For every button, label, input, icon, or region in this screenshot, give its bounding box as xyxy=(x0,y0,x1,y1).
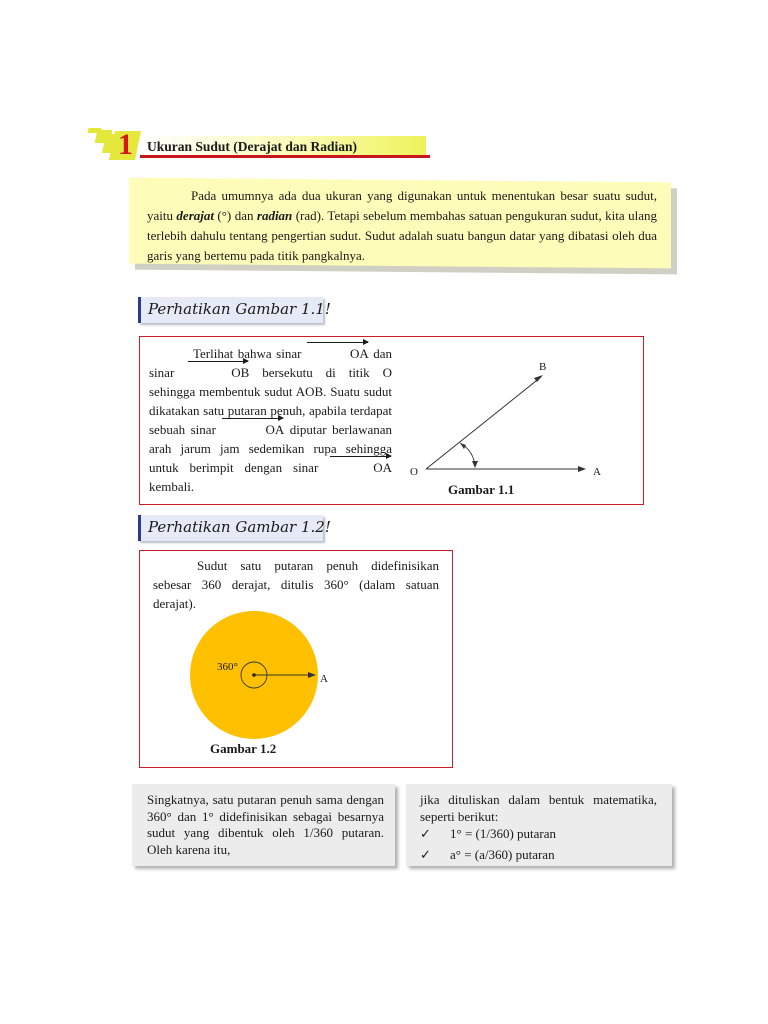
full-rotation-diagram xyxy=(180,611,340,747)
ray-ob xyxy=(426,377,541,469)
label-o: O xyxy=(410,466,418,478)
intro-paragraph: Pada umumnya ada dua ukuran yang digunakan untuk menentukan besar suatu sudut, yaitu derajat (°) dan radian (rad). Tetapi sebelum membahas satuan pengukuran sudut, kita ulang terlebih dahulu tentang pengertian sudut. Sudut adalah suatu bangun datar yang dibatasi oleh dua garis yang bertemu pada titik pangkalnya. xyxy=(147,188,657,263)
tag-figure-1-1: Perhatikan Gambar 1.1! xyxy=(138,297,323,323)
vector-ob: OB xyxy=(187,363,249,382)
summary-box xyxy=(132,784,395,866)
angle-arc-arrowhead xyxy=(460,443,466,449)
angle-arc xyxy=(460,443,475,467)
figure-1-2-text: Sudut satu putaran penuh didefinisikan sebesar 360 derajat, ditulis 360° (dalam satuan derajat). xyxy=(153,558,439,611)
tag-figure-1-2: Perhatikan Gambar 1.2! xyxy=(138,515,323,541)
figure-1-1-text: Terlihat bahwa sinar OA dan sinar OB bersekutu di titik O sehingga membentuk sudut AOB. Suatu sudut dikatakan satu putaran penuh, apabila terdapat sebuah sinar OA diputar berlawanan arah jarum jam sedemikan rupa sehingga untuk berimpit dengan sinar OA kembali. xyxy=(149,346,393,494)
ray-oa-arrowhead xyxy=(578,466,586,472)
term-derajat: derajat xyxy=(176,208,214,223)
formula-intro: jika dituliskan dalam bentuk matematika, seperti berikut: xyxy=(420,792,657,824)
formula-box xyxy=(406,784,672,866)
angle-label: 360° xyxy=(217,661,238,673)
label-a: A xyxy=(593,466,601,478)
formula-item: ✓ 1° = (1/360) putaran xyxy=(420,823,660,844)
checkmark-icon: ✓ xyxy=(420,847,431,862)
formula-item: ✓ a° = (a/360) putaran xyxy=(420,844,660,865)
figure-1-1-caption: Gambar 1.1 xyxy=(448,482,515,497)
section-number: 1 xyxy=(118,128,133,161)
section-title: Ukuran Sudut (Derajat dan Radian) xyxy=(147,139,358,154)
section-underline xyxy=(140,155,430,158)
angle-arc-arrowhead xyxy=(472,461,478,468)
formula-list xyxy=(420,823,660,865)
summary-text: Singkatnya, satu putaran penuh sama dengan 360° dan 1° didefinisikan sebagai besarnya sudut yang dibentuk oleh 1/360 putaran. Oleh karena itu, xyxy=(147,792,384,857)
vector-oa: OA xyxy=(306,344,369,363)
label-b: B xyxy=(539,361,547,373)
vector-oa: OA xyxy=(329,458,392,477)
checkmark-icon: ✓ xyxy=(420,826,431,841)
figure-1-1-box xyxy=(139,336,644,505)
term-radian: radian xyxy=(256,208,293,223)
figure-1-2-caption: Gambar 1.2 xyxy=(210,741,277,756)
label-a: A xyxy=(320,673,328,685)
angle-aob-diagram xyxy=(404,355,636,485)
figure-1-2-box xyxy=(139,550,453,768)
vector-oa: OA xyxy=(221,420,284,439)
